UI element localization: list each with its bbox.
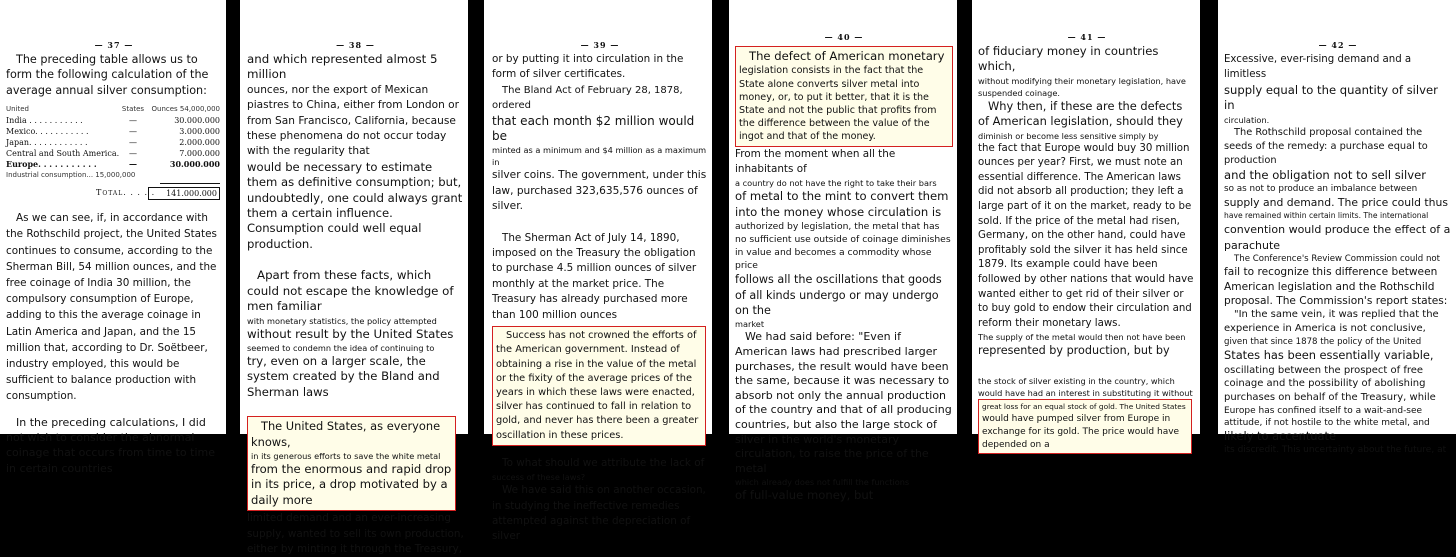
table-row [6, 137, 220, 148]
table-cell: India . . . . . . . . . . . [6, 116, 83, 126]
table-cell: — [129, 116, 137, 126]
spacer [247, 252, 464, 268]
text-line: The Rothschild proposal contained the seeds of the remedy: a purchase equal to production [1224, 126, 1428, 166]
spacer [978, 359, 1196, 375]
spacer [6, 405, 222, 415]
text-line: would be necessary to estimate them as definitive consumption; but, undoubtedly, one could always grant them a certain influence. Consumption could well equal production. [247, 159, 463, 251]
text-line: a country do not have the right to take their bars [735, 178, 937, 189]
table-cell: Ounces 54,000,000 [151, 105, 220, 114]
text-line: with monetary statistics, the policy attempted [247, 315, 437, 326]
text-line: supply and demand. The price could thus [1224, 196, 1448, 210]
text-line: circulation. [1224, 114, 1270, 125]
text-line: follows all the oscillations that goods of all kinds undergo or may undergo on the [735, 273, 942, 318]
text-line: We have said this on another occasion, in studying the ineffective remedies attempted against the depreciation of silver [492, 484, 706, 543]
text-line: The Conference's Review Commission could not [1234, 254, 1441, 265]
text-line: success of these laws? [492, 472, 586, 483]
table-row [6, 115, 220, 126]
text-line: The United States, as everyone knows, [251, 419, 441, 449]
document-page-38 [240, 0, 468, 555]
text-line: market [735, 319, 765, 330]
text-line: limited demand and an ever-increasing supply, wanted to sell its own production, either by minting it through the Treasury, [247, 512, 464, 555]
table-cell: 3.000.000 [179, 127, 220, 137]
paragraph: The preceding table allows us to form the following calculation of the average annual silver consumption: [6, 53, 209, 97]
table-cell: Japan. . . . . . . . . . . . [6, 138, 88, 148]
text-line: fail to recognize this difference between American legislation and the Rothschild proposal. The Commission's report states: [1224, 266, 1448, 308]
text-line: its discredit. This uncertainty about the future, at [1224, 445, 1447, 456]
text-line: diminish or become less sensitive simply by [978, 130, 1159, 141]
text-line: the stock of silver existing in the country, which [978, 375, 1175, 386]
text-line: likely to accentuate [1224, 428, 1336, 443]
table-cell: 30.000.000 [169, 159, 220, 170]
page-number: — 41 — [1067, 32, 1107, 42]
text-line: which already does not fulfill the functions [735, 477, 910, 488]
highlight-box [492, 326, 706, 446]
paragraph [6, 210, 222, 404]
highlight-box [247, 416, 456, 511]
table-cell: Europe. . . . . . . . . . . [6, 159, 97, 170]
table-cell: 7.000.000 [179, 149, 220, 159]
page-number: — 38 — [336, 40, 375, 50]
text-line: Why then, if these are the defects of American legislation, should they [978, 98, 1183, 129]
page-number: — 37 — [94, 40, 134, 50]
text-line: legislation consists in the fact that the State alone converts silver metal into money, or, to put it better, that it is the State and not the public that profits from the difference between the value of the ingot and that of the money. [739, 65, 937, 143]
text-line: From the moment when all the inhabitants of [735, 147, 896, 176]
table-cell: 2.000.000 [179, 138, 220, 148]
text-line: that each month $2 million would be [492, 113, 695, 144]
document-page-42 [1218, 0, 1456, 456]
document-page-41 [972, 0, 1200, 450]
text-line: from the enormous and rapid drop in its price, a drop motivated by a daily more [251, 461, 452, 507]
text-line: Apart from these facts, which could not escape the knowledge of men familiar [247, 268, 454, 314]
text-line: The Bland Act of February 28, 1878, ordered [492, 84, 683, 112]
total-label: Total. . . . . [96, 188, 156, 198]
total-value: 141.000.000 [148, 187, 220, 200]
text-line: oscillating between the prospect of free coinage and the possibility of abolishing purchases on behalf of the Treasury, while [1224, 364, 1436, 404]
table-row [6, 159, 220, 170]
text-line: States has been essentially variable, [1224, 348, 1434, 363]
table-cell: United [6, 105, 29, 114]
text-line: of full-value money, but [735, 488, 874, 503]
page-number: — 39 — [580, 40, 620, 50]
text-line: silver coins. The government, under this law, purchased 323,635,576 ounces of silver. [492, 169, 707, 213]
text-line: The defect of American monetary [749, 49, 945, 63]
text-line: "In the same vein, it was replied that the experience in America is not conclusive, [1224, 309, 1439, 335]
text-line: authorized by legislation, the metal that has no sufficient use outside of coinage diminishes in value and becomes a commodity whose price [735, 221, 951, 272]
text-line: in its generous efforts to save the white metal [251, 450, 441, 461]
text-line: without modifying their monetary legislation, have suspended coinage. [978, 75, 1186, 98]
paragraph: In the preceding calculations, I did not wish to consider the abnormal coinage that occurs from time to time in certain countries [6, 415, 216, 475]
text-line: convention would produce the effect of a parachute [1224, 223, 1451, 252]
document-page-37 [0, 0, 226, 475]
table-cell: States [121, 105, 145, 114]
table-cell: — [129, 138, 137, 148]
text-line: given that since 1878 the policy of the United [1224, 337, 1422, 348]
text-line: supply equal to the quantity of silver in [1224, 82, 1438, 113]
text-line: The Sherman Act of July 14, 1890, imposed on the Treasury the obligation to purchase 4.5 million ounces of silver monthly at the market price. The Treasury has already purchased more than 100 million ounces [492, 231, 697, 321]
text-line: Europe has confined itself to a wait-and-see attitude, if not hostile to the white metal, and [1224, 405, 1430, 428]
text-line: without result by the United States [247, 326, 454, 341]
spacer [492, 446, 708, 456]
text-line: The supply of the metal would then not have been [978, 332, 1186, 343]
text-line: or by putting it into circulation in the form of silver certificates. [492, 53, 684, 81]
page-number: — 40 — [824, 32, 864, 42]
document-page-40 [729, 0, 957, 503]
text-line: Success has not crowned the efforts of the American government. Instead of obtaining a rise in the value of the metal or the fixity of the average prices of the years in which these laws were enacted, silver has continued to fall in relation to gold, and never has there been a greater oscillation in these prices. [496, 330, 699, 441]
text-line: and the obligation not to sell silver [1224, 167, 1427, 182]
consumption-table [6, 104, 220, 200]
text-line: minted as a minimum and $4 million as a maximum in [492, 145, 707, 168]
table-row [6, 126, 220, 137]
table-row [6, 170, 220, 181]
text-line: the fact that Europe would buy 30 million ounces per year? First, we must note an essential difference. The American laws did not absorb all production; they left a large part of it on the market, ready to be sold. If the price of the metal had risen, Germany, on the other hand, could have profitably sold the silver it has held since 1879. Its example could have been followed by other nations that would have wanted either to get rid of their silver or to buy gold to endow their circulation and reform their monetary laws. [978, 142, 1194, 329]
text-line: have remained within certain limits. The international [1224, 211, 1429, 221]
table-total-row [6, 187, 220, 200]
table-row [6, 148, 220, 159]
table-rule [160, 183, 220, 184]
table-cell: — [129, 159, 137, 170]
spacer [247, 400, 464, 416]
text-line: try, even on a larger scale, the system created by the Bland and Sherman laws [247, 353, 440, 399]
text-line: seemed to condemn the idea of continuing to [247, 342, 435, 353]
text-line: so as not to produce an imbalance between [1224, 184, 1418, 195]
text-line: To what should we attribute the lack of [502, 456, 705, 469]
text-line: great loss for an equal stock of gold. The United States [982, 401, 1186, 411]
page-number: — 42 — [1318, 40, 1358, 50]
text-line: of fiduciary money in countries which, [978, 44, 1159, 74]
text-line: and which represented almost 5 million [247, 52, 438, 82]
highlight-box [735, 46, 953, 147]
highlight-box [978, 399, 1192, 454]
table-cell: — [129, 127, 137, 137]
table-cell: Mexico. . . . . . . . . . . [6, 127, 89, 137]
text-line: would have pumped silver from Europe in exchange for its gold. The price would have depended on a [982, 413, 1180, 450]
paragraph-text: As we can see, if, in accordance with the Rothschild project, the United States continues to consume, according to the Sherman Bill, 54 million ounces, and the free coinage of India 30 million, the compulsory consumption of Europe, adding to this the average coinage in Latin America and Japan, and the 15 million that, according to Dr. Soëtbeer, industry employed, this would be sufficient to balance production with consumption. [6, 212, 217, 403]
table-header-row [6, 104, 220, 115]
text-line: represented by production, but by [978, 344, 1170, 358]
table-cell: 30.000.000 [174, 116, 220, 126]
text-line: would have had an interest in substituting it without [978, 387, 1193, 398]
text-line: Excessive, ever-rising demand and a limitless [1224, 54, 1412, 81]
table-cell: — [129, 149, 137, 159]
text-line: ounces, nor the export of Mexican piastres to China, either from London or from San Francisco, California, because these phenomena do not occur today with the regularity that [247, 83, 459, 158]
document-page-39 [484, 0, 712, 543]
text-line: We had said before: "Even if American laws had prescribed larger purchases, the result would have been the same, because it was necessary to absorb not only the annual production of the country and that of all producing countries, but also the large stock of silver in the world's monetary circulation, to raise the price of the metal [735, 330, 952, 475]
table-cell: Industrial consumption... 15,000,000 [6, 171, 136, 180]
table-cell: Central and South America. [6, 149, 120, 159]
spacer [492, 215, 708, 231]
text-line: of metal to the mint to convert them into the money whose circulation is [735, 189, 949, 219]
